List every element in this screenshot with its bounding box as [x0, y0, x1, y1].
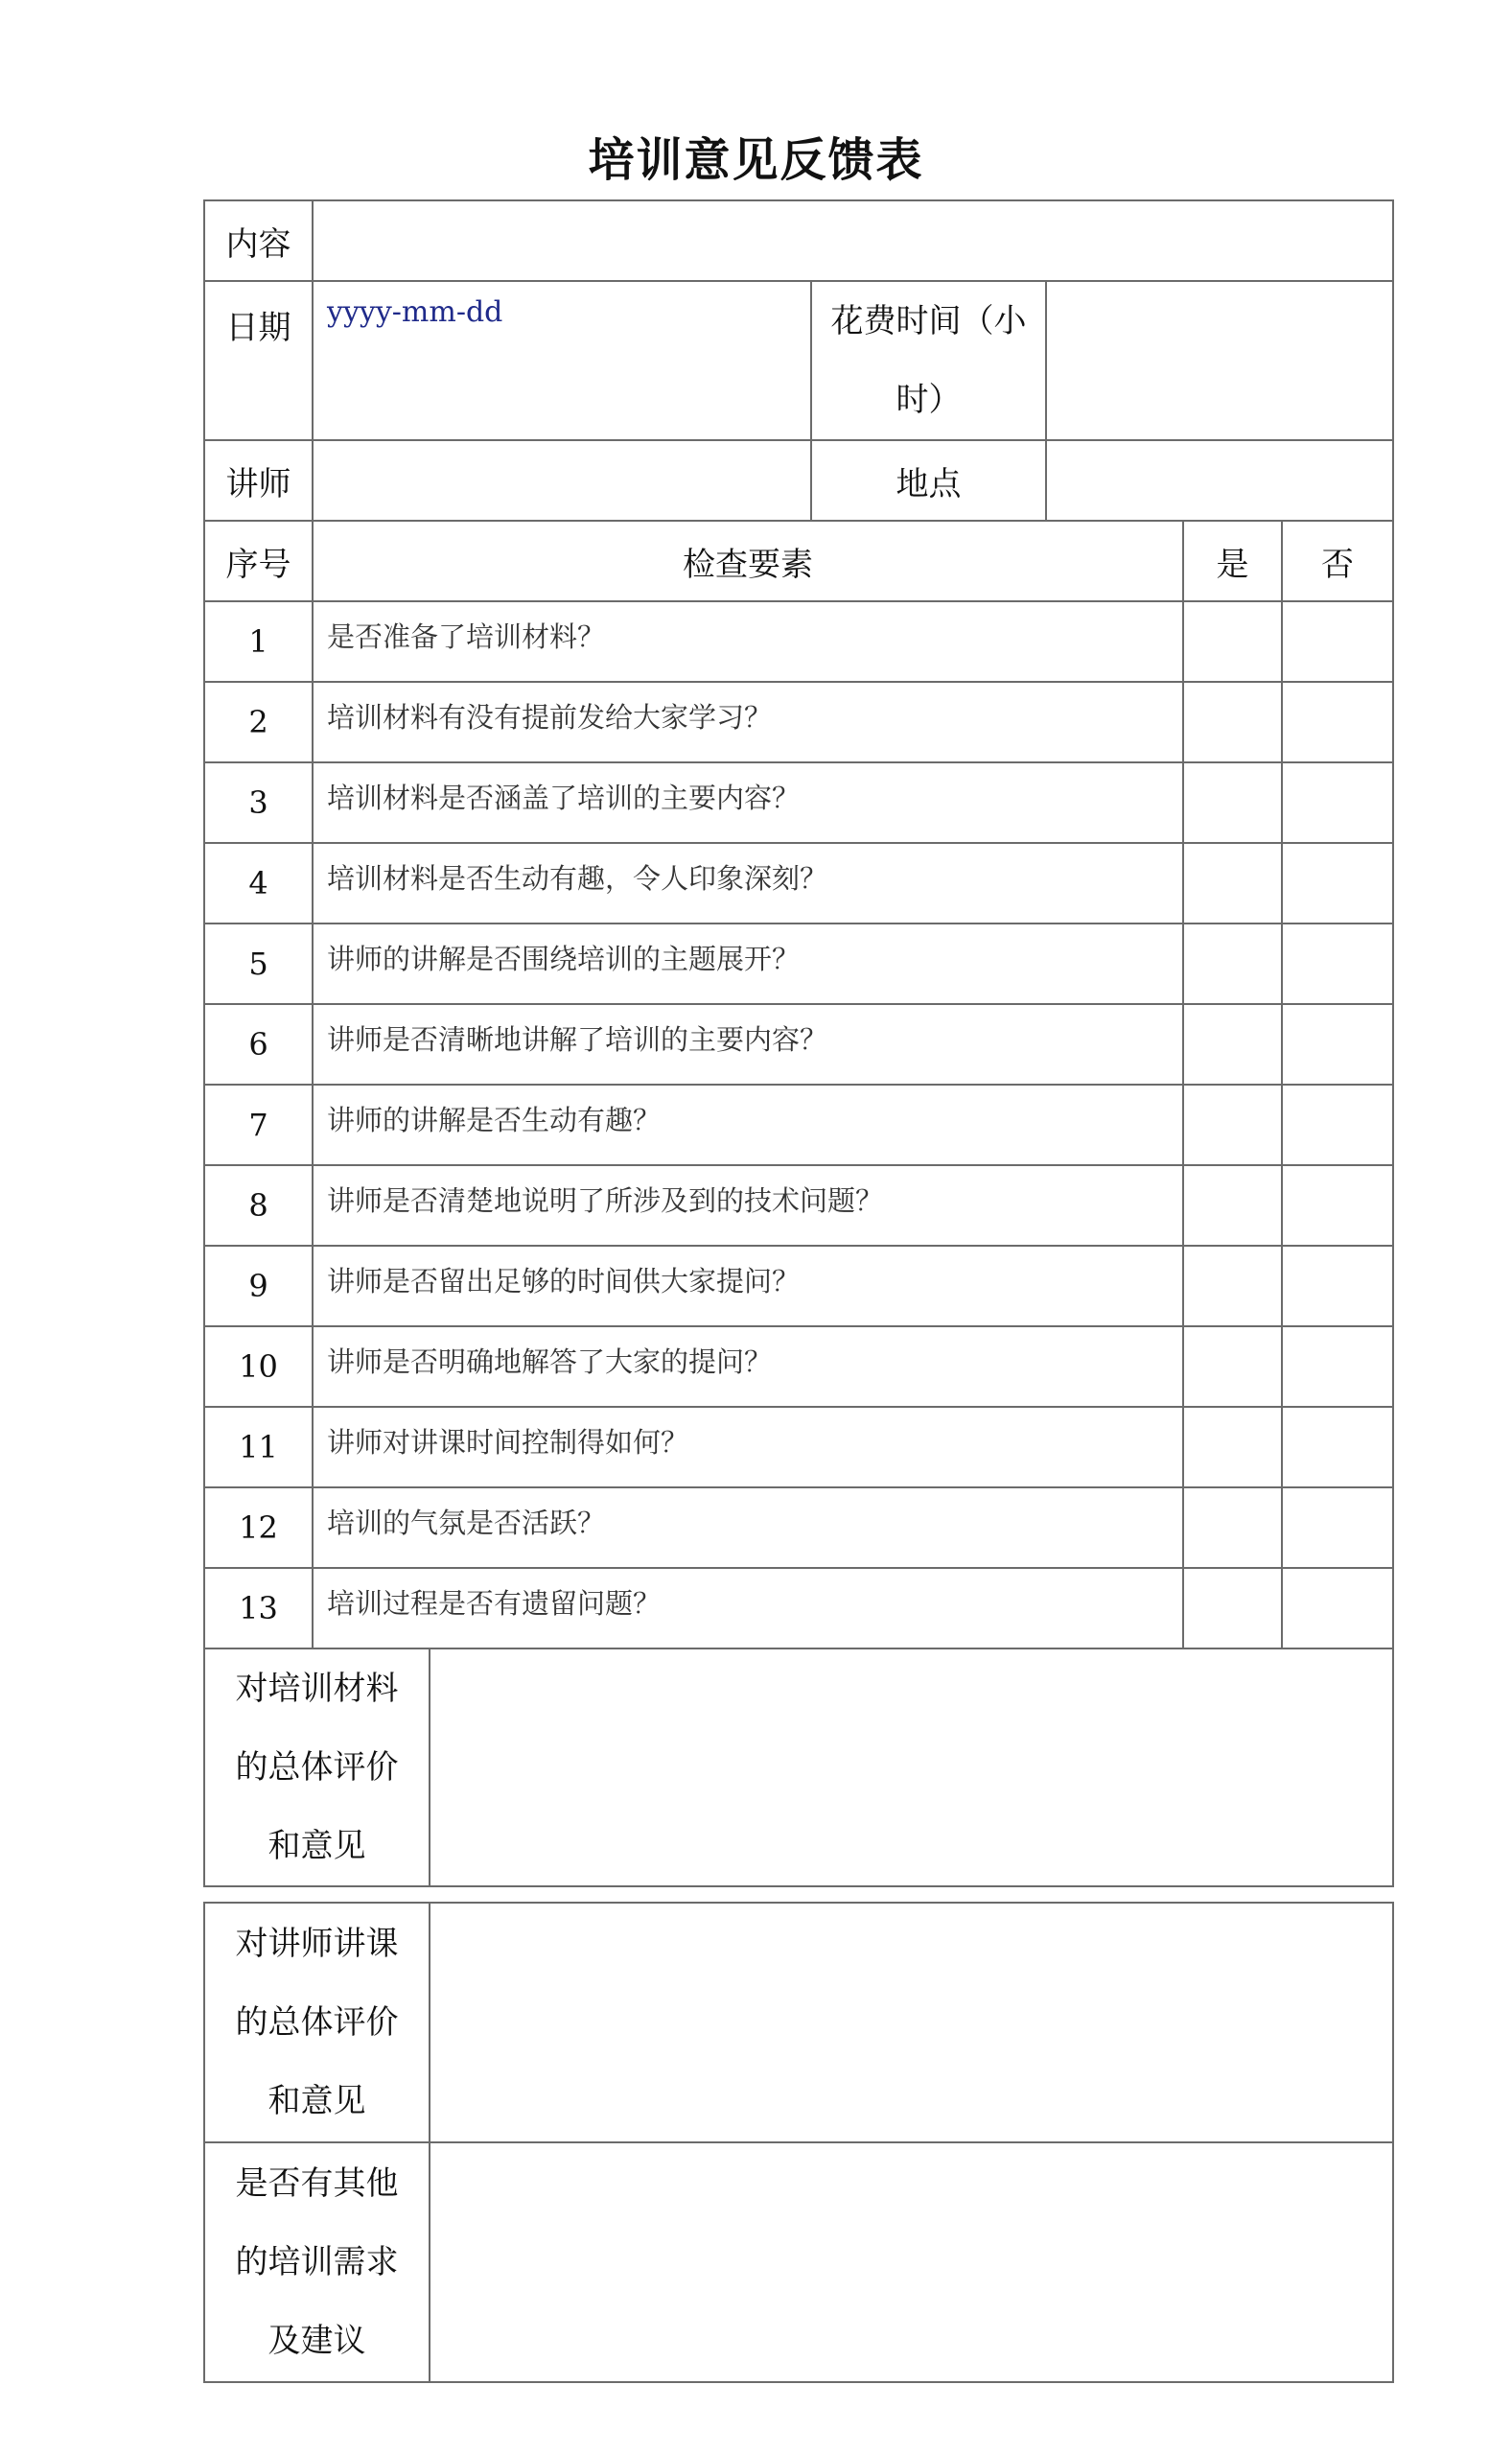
row-item: 培训材料有没有提前发给大家学习？	[313, 682, 1183, 762]
other-label-line: 的培训需求	[235, 2243, 399, 2281]
yes-cell[interactable]	[1183, 1326, 1282, 1407]
row-index: 7	[204, 1085, 313, 1165]
yes-cell[interactable]	[1183, 1487, 1282, 1568]
row-item: 讲师的讲解是否生动有趣？	[313, 1085, 1183, 1165]
page-title: 培训意见反馈表	[588, 133, 924, 187]
row-item: 培训材料是否生动有趣，令人印象深刻？	[313, 843, 1183, 924]
row-index: 1	[204, 601, 313, 682]
row-item: 讲师是否明确地解答了大家的提问？	[313, 1326, 1183, 1407]
no-cell[interactable]	[1282, 1407, 1393, 1487]
table-row	[204, 1246, 1393, 1326]
row-item: 讲师是否留出足够的时间供大家提问？	[313, 1246, 1183, 1326]
yes-cell[interactable]	[1183, 1085, 1282, 1165]
no-cell[interactable]	[1282, 1246, 1393, 1326]
row-index: 2	[204, 682, 313, 762]
yes-cell[interactable]	[1183, 762, 1282, 843]
no-cell[interactable]	[1282, 601, 1393, 682]
yes-cell[interactable]	[1183, 1568, 1282, 1648]
row-index: 11	[204, 1407, 313, 1487]
row-index: 9	[204, 1246, 313, 1326]
no-cell[interactable]	[1282, 682, 1393, 762]
no-cell[interactable]	[1282, 1487, 1393, 1568]
other-label-line: 及建议	[268, 2322, 366, 2360]
yes-cell[interactable]	[1183, 1165, 1282, 1246]
table-row	[204, 682, 1393, 762]
no-cell[interactable]	[1282, 1568, 1393, 1648]
row-index: 5	[204, 924, 313, 1004]
no-cell[interactable]	[1282, 1004, 1393, 1085]
row-item: 培训过程是否有遗留问题？	[313, 1568, 1183, 1648]
yes-cell[interactable]	[1183, 601, 1282, 682]
duration-label-text: 花费时间（小时）	[830, 302, 1027, 419]
materials-label-line: 对培训材料	[235, 1670, 399, 1708]
table-row	[204, 1004, 1393, 1085]
no-cell[interactable]	[1282, 1165, 1393, 1246]
no-cell[interactable]	[1282, 1085, 1393, 1165]
location-input[interactable]	[1046, 440, 1393, 521]
yes-cell[interactable]	[1183, 682, 1282, 762]
date-input[interactable]: yyyy-mm-dd	[313, 281, 811, 440]
yes-cell[interactable]	[1183, 1004, 1282, 1085]
no-cell[interactable]	[1282, 1326, 1393, 1407]
content-label: 内容	[204, 200, 313, 281]
other-needs-label	[204, 2142, 430, 2382]
table-row	[204, 1165, 1393, 1246]
row-index: 3	[204, 762, 313, 843]
row-item: 培训的气氛是否活跃？	[313, 1487, 1183, 1568]
col-yes-header: 是	[1183, 521, 1282, 601]
table-row	[204, 1568, 1393, 1648]
no-cell[interactable]	[1282, 762, 1393, 843]
table-row	[204, 1085, 1393, 1165]
lecturer-label-line: 和意见	[268, 2082, 366, 2120]
other-needs-input[interactable]	[430, 2142, 1393, 2382]
row-item: 讲师是否清晰地讲解了培训的主要内容？	[313, 1004, 1183, 1085]
row-item: 讲师是否清楚地说明了所涉及到的技术问题？	[313, 1165, 1183, 1246]
row-index: 4	[204, 843, 313, 924]
no-cell[interactable]	[1282, 924, 1393, 1004]
location-label: 地点	[811, 440, 1046, 521]
yes-cell[interactable]	[1183, 1246, 1282, 1326]
table-row	[204, 1407, 1393, 1487]
row-item: 培训材料是否涵盖了培训的主要内容？	[313, 762, 1183, 843]
table-row	[204, 601, 1393, 682]
duration-label	[811, 281, 1046, 440]
feedback-form-table	[203, 199, 1394, 1887]
yes-cell[interactable]	[1183, 1407, 1282, 1487]
lecturer-label-line: 的总体评价	[235, 2003, 399, 2042]
table-row	[204, 1487, 1393, 1568]
lecturer-feedback-label	[204, 1903, 430, 2142]
lecturer-feedback-input[interactable]	[430, 1903, 1393, 2142]
other-label-line: 是否有其他	[235, 2164, 399, 2203]
col-index-header: 序号	[204, 521, 313, 601]
row-item: 是否准备了培训材料？	[313, 601, 1183, 682]
materials-feedback-label	[204, 1648, 430, 1886]
content-input[interactable]	[313, 200, 1393, 281]
col-no-header: 否	[1282, 521, 1393, 601]
row-index: 6	[204, 1004, 313, 1085]
row-index: 8	[204, 1165, 313, 1246]
row-index: 13	[204, 1568, 313, 1648]
materials-label-line: 的总体评价	[235, 1748, 399, 1787]
row-item: 讲师的讲解是否围绕培训的主题展开？	[313, 924, 1183, 1004]
no-cell[interactable]	[1282, 843, 1393, 924]
lecturer-label-line: 对讲师讲课	[235, 1925, 399, 1963]
feedback-comments-table	[203, 1902, 1394, 2383]
table-row	[204, 843, 1393, 924]
date-label: 日期	[204, 281, 313, 440]
table-row	[204, 1326, 1393, 1407]
yes-cell[interactable]	[1183, 843, 1282, 924]
yes-cell[interactable]	[1183, 924, 1282, 1004]
row-item: 讲师对讲课时间控制得如何？	[313, 1407, 1183, 1487]
table-row	[204, 924, 1393, 1004]
col-item-header: 检查要素	[313, 521, 1183, 601]
materials-label-line: 和意见	[268, 1827, 366, 1865]
row-index: 10	[204, 1326, 313, 1407]
lecturer-input[interactable]	[313, 440, 811, 521]
materials-feedback-input[interactable]	[430, 1648, 1393, 1886]
duration-input[interactable]	[1046, 281, 1393, 440]
lecturer-label: 讲师	[204, 440, 313, 521]
row-index: 12	[204, 1487, 313, 1568]
table-row	[204, 762, 1393, 843]
